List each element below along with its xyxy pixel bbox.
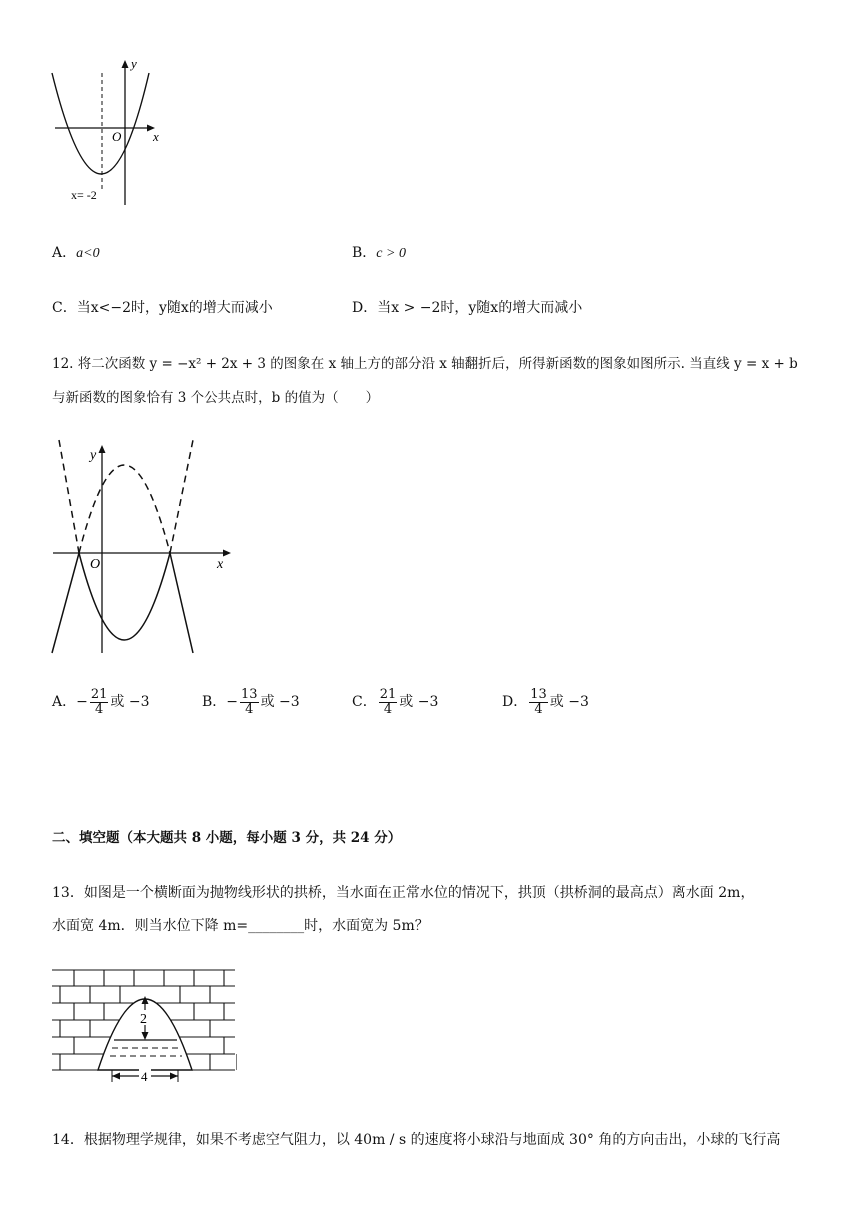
q13-arch-bridge-figure <box>52 966 237 1084</box>
q11-symmetry-label: x= -2 <box>71 188 97 202</box>
q11-option-b-letter: B． <box>352 245 377 261</box>
q12-option-d-tail: 或 −3 <box>549 694 589 711</box>
q12-option-c <box>352 688 438 716</box>
q12-option-a-fraction <box>90 688 109 716</box>
q12-option-a-tail: 或 −3 <box>110 694 150 711</box>
q11-option-b-text: c > 0 <box>376 246 406 261</box>
q12-origin-label: O <box>90 557 101 572</box>
q12-option-b-den: 4 <box>245 701 254 717</box>
q11-option-d-text: 当x > −2时，y随x的增大而减小 <box>377 300 583 316</box>
q11-y-arrow-icon <box>122 60 129 68</box>
q12-solid-right-arm <box>170 553 193 653</box>
q11-axis-x-label: x <box>153 129 159 144</box>
q13-width-arrow-right-icon <box>170 1073 178 1080</box>
q11-parabola-graph <box>45 55 175 215</box>
q11-parabola-curve <box>52 73 149 174</box>
q11-option-a-letter: A． <box>52 245 77 261</box>
q12-option-a-sign: − <box>76 694 88 711</box>
q12-solid-left-arm <box>52 553 79 653</box>
q13-width-arrow-left-icon <box>112 1073 120 1080</box>
q12-dashed-left-arm <box>59 440 79 553</box>
q13-height-label: 2 <box>140 1012 147 1027</box>
q12-option-b <box>202 688 300 716</box>
q11-axis-y-label: y <box>131 56 137 71</box>
q12-dashed-hump <box>79 465 170 553</box>
q14-text-line1: 14．根据物理学规律，如果不考虑空气阻力，以 40m / s 的速度将小球沿与地面成 30° 角的方向击出，小球的飞行高 <box>52 1132 781 1148</box>
q12-axis-y-label: y <box>90 448 97 463</box>
q12-option-a-den: 4 <box>94 701 104 717</box>
q12-option-a <box>52 688 150 716</box>
q12-option-b-num: 13 <box>241 687 258 702</box>
q12-option-c-tail: 或 −3 <box>399 694 439 711</box>
section-heading-fill-in: 二、填空题（本大题共 8 小题，每小题 3 分，共 24 分） <box>52 830 402 846</box>
q12-folded-parabola-graph <box>45 435 245 660</box>
q12-option-d-letter: D． <box>502 694 528 711</box>
q11-option-a <box>52 242 100 262</box>
q11-option-d-letter: D． <box>352 300 378 316</box>
q11-option-c-text: 当x<−2时，y随x的增大而减小 <box>76 300 273 316</box>
q12-option-c-fraction <box>379 688 398 716</box>
q12-option-a-letter: A． <box>52 694 77 711</box>
q12-text-line1: 12. 将二次函数 y = −x² + 2x + 3 的图象在 x 轴上方的部分沿 x 轴翻折后，所得新函数的图象如图所示. 当直线 y = x + b <box>52 356 798 372</box>
q12-option-b-fraction <box>240 688 259 716</box>
q11-option-b <box>352 242 406 262</box>
q12-option-a-num: 21 <box>90 687 108 702</box>
q12-option-c-den: 4 <box>383 701 393 717</box>
q12-y-arrow-icon <box>99 445 106 453</box>
q11-option-c-letter: C． <box>52 300 77 316</box>
q12-option-b-tail: 或 −3 <box>260 694 300 711</box>
q12-option-d-num: 13 <box>530 687 547 702</box>
q12-axis-x-label: x <box>217 557 224 572</box>
q12-option-b-letter: B． <box>202 694 227 711</box>
q11-option-c <box>52 297 273 317</box>
q11-option-d <box>352 297 582 317</box>
q12-text-line2: 与新函数的图象恰有 3 个公共点时，b 的值为（ ） <box>52 390 380 406</box>
q13-width-label: 4 <box>141 1069 148 1084</box>
q12-dashed-right-arm <box>170 440 193 553</box>
q11-origin-label: O <box>112 129 122 144</box>
q12-option-b-sign: − <box>226 694 239 711</box>
q13-text-line1: 13．如图是一个横断面为抛物线形状的拱桥，当水面在正常水位的情况下，拱顶（拱桥洞的最高点）离水面 2m， <box>52 885 755 901</box>
q12-x-arrow-icon <box>223 550 231 557</box>
q12-option-d-fraction <box>529 688 548 716</box>
q12-option-c-letter: C． <box>352 694 377 711</box>
q12-option-d <box>502 688 589 716</box>
q12-option-c-num: 21 <box>379 687 397 702</box>
q12-option-d-den: 4 <box>534 701 543 717</box>
q13-text-line2: 水面宽 4m．则当水位下降 m=________时，水面宽为 5m？ <box>52 918 429 934</box>
q11-option-a-text: a<0 <box>76 246 100 261</box>
